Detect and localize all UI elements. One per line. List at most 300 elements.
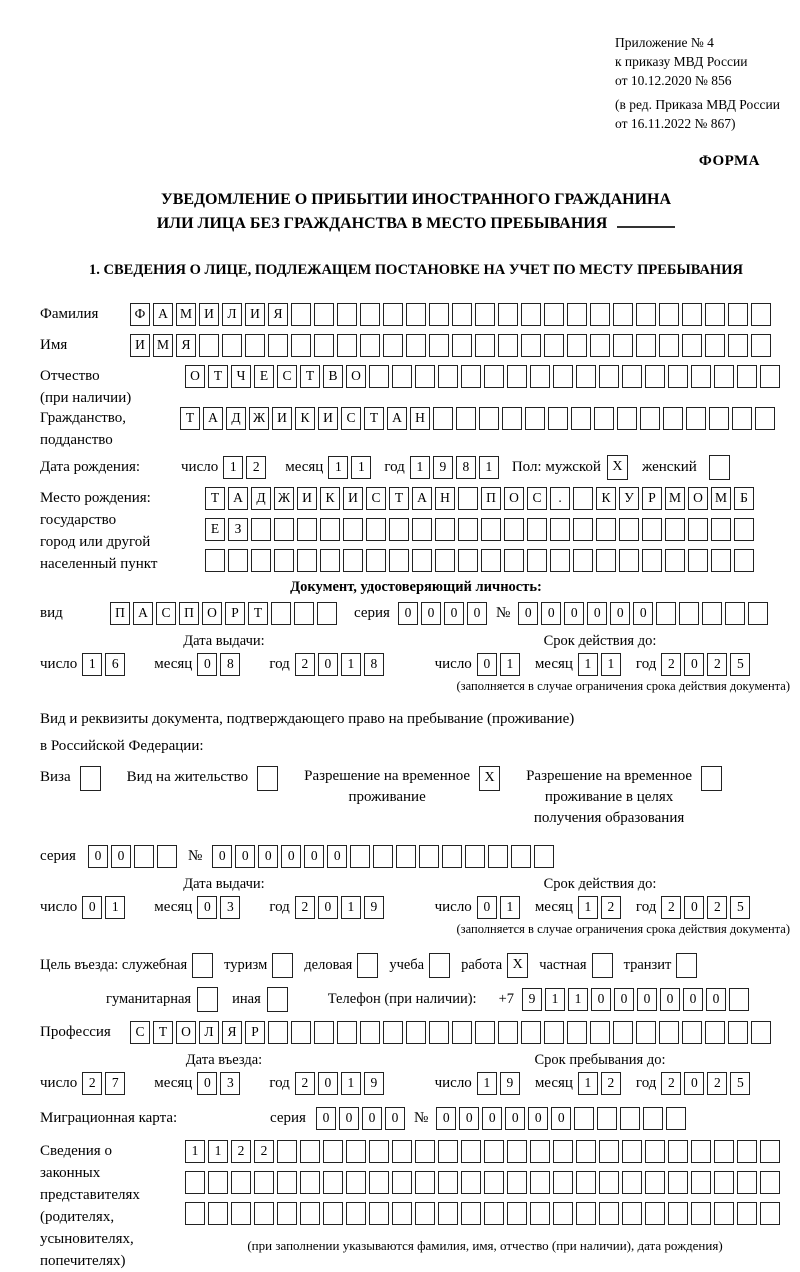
char-cell[interactable]: П [179,602,199,625]
char-cell[interactable] [597,1107,617,1130]
purpose-work-checkbox[interactable]: X [507,953,528,978]
char-cell[interactable]: 0 [660,988,680,1011]
char-cell[interactable] [576,1202,596,1225]
char-cell[interactable] [392,1171,412,1194]
char-cell[interactable]: 1 [477,1072,497,1095]
char-cell[interactable] [751,303,771,326]
char-cell[interactable] [760,365,780,388]
char-cell[interactable] [392,365,412,388]
char-cell[interactable]: 1 [341,1072,361,1095]
char-cell[interactable] [590,334,610,357]
purpose-official-checkbox[interactable] [192,953,213,978]
char-cell[interactable] [645,1171,665,1194]
char-cell[interactable] [544,334,564,357]
char-cell[interactable] [622,1140,642,1163]
char-cell[interactable]: 1 [185,1140,205,1163]
char-cell[interactable] [711,549,731,572]
char-cell[interactable] [369,1202,389,1225]
char-cell[interactable] [682,334,702,357]
char-cell[interactable] [438,1140,458,1163]
char-cell[interactable] [383,334,403,357]
char-cell[interactable] [714,1171,734,1194]
char-cell[interactable] [622,1171,642,1194]
char-cell[interactable] [714,365,734,388]
char-cell[interactable] [458,549,478,572]
char-cell[interactable] [550,518,570,541]
char-cell[interactable] [668,365,688,388]
char-cell[interactable] [705,303,725,326]
char-cell[interactable]: 0 [482,1107,502,1130]
char-cell[interactable]: Я [176,334,196,357]
char-cell[interactable]: . [550,487,570,510]
char-cell[interactable] [373,845,393,868]
char-cell[interactable]: 0 [318,653,338,676]
char-cell[interactable] [392,1202,412,1225]
char-cell[interactable] [663,407,683,430]
char-cell[interactable] [484,1140,504,1163]
char-cell[interactable] [412,518,432,541]
char-cell[interactable]: 1 [578,653,598,676]
char-cell[interactable] [392,1140,412,1163]
char-cell[interactable] [389,549,409,572]
purpose-transit-checkbox[interactable] [676,953,697,978]
char-cell[interactable] [668,1140,688,1163]
char-cell[interactable] [705,334,725,357]
char-cell[interactable] [682,1021,702,1044]
char-cell[interactable] [245,334,265,357]
char-cell[interactable] [406,1021,426,1044]
char-cell[interactable]: Р [245,1021,265,1044]
char-cell[interactable] [419,845,439,868]
char-cell[interactable] [521,334,541,357]
char-cell[interactable] [350,845,370,868]
char-cell[interactable]: 1 [223,456,243,479]
char-cell[interactable] [343,549,363,572]
char-cell[interactable]: 2 [707,896,727,919]
char-cell[interactable] [665,518,685,541]
char-cell[interactable] [679,602,699,625]
char-cell[interactable]: М [665,487,685,510]
residence-permit-checkbox[interactable] [257,766,278,791]
char-cell[interactable]: 6 [105,653,125,676]
char-cell[interactable] [732,407,752,430]
char-cell[interactable] [461,1140,481,1163]
char-cell[interactable] [576,1171,596,1194]
char-cell[interactable] [208,1171,228,1194]
char-cell[interactable] [636,1021,656,1044]
char-cell[interactable] [458,518,478,541]
char-cell[interactable] [498,1021,518,1044]
char-cell[interactable] [751,334,771,357]
char-cell[interactable] [530,365,550,388]
char-cell[interactable] [760,1140,780,1163]
char-cell[interactable]: 2 [601,896,621,919]
char-cell[interactable] [475,303,495,326]
char-cell[interactable]: Т [208,365,228,388]
char-cell[interactable]: 0 [385,1107,405,1130]
purpose-business-checkbox[interactable] [357,953,378,978]
char-cell[interactable] [666,1107,686,1130]
char-cell[interactable] [346,1171,366,1194]
char-cell[interactable]: 2 [707,653,727,676]
char-cell[interactable] [525,407,545,430]
char-cell[interactable]: 0 [444,602,464,625]
char-cell[interactable]: 0 [316,1107,336,1130]
char-cell[interactable]: Т [300,365,320,388]
char-cell[interactable]: Я [222,1021,242,1044]
char-cell[interactable] [642,549,662,572]
char-cell[interactable]: 0 [362,1107,382,1130]
char-cell[interactable] [725,602,745,625]
char-cell[interactable] [461,365,481,388]
char-cell[interactable] [337,334,357,357]
char-cell[interactable] [300,1202,320,1225]
char-cell[interactable] [645,365,665,388]
char-cell[interactable] [488,845,508,868]
char-cell[interactable] [640,407,660,430]
char-cell[interactable]: 9 [500,1072,520,1095]
char-cell[interactable] [504,518,524,541]
char-cell[interactable] [668,1171,688,1194]
char-cell[interactable]: 1 [341,653,361,676]
char-cell[interactable] [323,1171,343,1194]
char-cell[interactable] [297,549,317,572]
char-cell[interactable] [396,845,416,868]
char-cell[interactable]: 1 [601,653,621,676]
char-cell[interactable]: М [711,487,731,510]
char-cell[interactable] [599,1140,619,1163]
char-cell[interactable] [688,518,708,541]
visa-checkbox[interactable] [80,766,101,791]
char-cell[interactable]: 8 [364,653,384,676]
char-cell[interactable] [504,549,524,572]
char-cell[interactable]: Ж [249,407,269,430]
char-cell[interactable] [527,549,547,572]
char-cell[interactable]: А [203,407,223,430]
char-cell[interactable]: 0 [614,988,634,1011]
purpose-humanitarian-checkbox[interactable] [197,987,218,1012]
char-cell[interactable] [596,549,616,572]
char-cell[interactable] [643,1107,663,1130]
char-cell[interactable]: 0 [304,845,324,868]
char-cell[interactable] [337,303,357,326]
char-cell[interactable]: 0 [587,602,607,625]
char-cell[interactable] [576,365,596,388]
char-cell[interactable] [435,549,455,572]
char-cell[interactable]: 0 [212,845,232,868]
char-cell[interactable] [737,1171,757,1194]
char-cell[interactable]: Д [226,407,246,430]
char-cell[interactable]: Ч [231,365,251,388]
char-cell[interactable]: Н [435,487,455,510]
char-cell[interactable] [291,334,311,357]
char-cell[interactable]: Е [205,518,225,541]
char-cell[interactable] [714,1140,734,1163]
char-cell[interactable] [599,1202,619,1225]
char-cell[interactable] [406,334,426,357]
char-cell[interactable]: И [130,334,150,357]
char-cell[interactable]: И [272,407,292,430]
char-cell[interactable] [709,407,729,430]
char-cell[interactable] [268,1021,288,1044]
char-cell[interactable] [415,1140,435,1163]
char-cell[interactable] [702,602,722,625]
char-cell[interactable]: С [277,365,297,388]
char-cell[interactable] [475,334,495,357]
char-cell[interactable]: 0 [197,653,217,676]
char-cell[interactable] [383,1021,403,1044]
char-cell[interactable] [613,334,633,357]
char-cell[interactable] [567,334,587,357]
char-cell[interactable] [479,407,499,430]
char-cell[interactable] [507,1140,527,1163]
char-cell[interactable] [366,518,386,541]
char-cell[interactable]: Т [248,602,268,625]
char-cell[interactable]: 2 [295,896,315,919]
char-cell[interactable]: 9 [364,896,384,919]
char-cell[interactable] [686,407,706,430]
char-cell[interactable]: 2 [295,653,315,676]
char-cell[interactable] [665,549,685,572]
char-cell[interactable] [251,518,271,541]
char-cell[interactable] [277,1202,297,1225]
char-cell[interactable] [415,1202,435,1225]
char-cell[interactable]: 3 [220,896,240,919]
char-cell[interactable]: 0 [197,1072,217,1095]
char-cell[interactable]: 0 [684,1072,704,1095]
char-cell[interactable] [596,518,616,541]
char-cell[interactable] [573,518,593,541]
char-cell[interactable]: 8 [220,653,240,676]
char-cell[interactable] [594,407,614,430]
char-cell[interactable] [412,549,432,572]
char-cell[interactable]: Б [734,487,754,510]
char-cell[interactable] [691,365,711,388]
char-cell[interactable] [728,303,748,326]
char-cell[interactable] [314,303,334,326]
char-cell[interactable]: 9 [364,1072,384,1095]
char-cell[interactable]: 2 [661,653,681,676]
char-cell[interactable]: Ж [274,487,294,510]
purpose-tourism-checkbox[interactable] [272,953,293,978]
char-cell[interactable]: 0 [633,602,653,625]
char-cell[interactable]: 1 [208,1140,228,1163]
char-cell[interactable] [277,1171,297,1194]
char-cell[interactable] [369,365,389,388]
char-cell[interactable] [157,845,177,868]
char-cell[interactable]: 2 [231,1140,251,1163]
char-cell[interactable]: 1 [479,456,499,479]
char-cell[interactable] [222,334,242,357]
char-cell[interactable]: С [130,1021,150,1044]
char-cell[interactable]: 1 [500,896,520,919]
char-cell[interactable] [300,1140,320,1163]
char-cell[interactable]: 5 [730,896,750,919]
char-cell[interactable] [619,518,639,541]
char-cell[interactable]: И [297,487,317,510]
char-cell[interactable] [548,407,568,430]
char-cell[interactable]: Т [364,407,384,430]
char-cell[interactable]: К [596,487,616,510]
char-cell[interactable] [636,303,656,326]
char-cell[interactable]: 9 [522,988,542,1011]
char-cell[interactable]: 0 [610,602,630,625]
char-cell[interactable] [369,1171,389,1194]
char-cell[interactable] [185,1171,205,1194]
char-cell[interactable] [553,1171,573,1194]
char-cell[interactable] [199,334,219,357]
char-cell[interactable] [415,1171,435,1194]
char-cell[interactable]: 1 [105,896,125,919]
char-cell[interactable]: Р [642,487,662,510]
char-cell[interactable]: О [504,487,524,510]
char-cell[interactable] [484,1202,504,1225]
char-cell[interactable]: З [228,518,248,541]
char-cell[interactable] [688,549,708,572]
char-cell[interactable] [544,303,564,326]
char-cell[interactable]: 0 [637,988,657,1011]
char-cell[interactable]: 0 [197,896,217,919]
char-cell[interactable] [438,365,458,388]
char-cell[interactable] [320,518,340,541]
char-cell[interactable]: 2 [707,1072,727,1095]
char-cell[interactable]: 1 [578,1072,598,1095]
char-cell[interactable] [484,1171,504,1194]
sex-female-checkbox[interactable] [709,455,730,480]
char-cell[interactable]: С [366,487,386,510]
char-cell[interactable]: 2 [295,1072,315,1095]
char-cell[interactable] [734,549,754,572]
char-cell[interactable] [507,1202,527,1225]
char-cell[interactable] [465,845,485,868]
char-cell[interactable] [231,1171,251,1194]
char-cell[interactable] [383,303,403,326]
char-cell[interactable]: О [185,365,205,388]
char-cell[interactable] [659,334,679,357]
char-cell[interactable] [590,1021,610,1044]
char-cell[interactable]: Н [410,407,430,430]
char-cell[interactable] [645,1140,665,1163]
char-cell[interactable] [737,365,757,388]
char-cell[interactable] [456,407,476,430]
char-cell[interactable] [622,1202,642,1225]
char-cell[interactable]: 2 [601,1072,621,1095]
char-cell[interactable] [452,1021,472,1044]
char-cell[interactable] [435,518,455,541]
char-cell[interactable]: 1 [82,653,102,676]
char-cell[interactable]: Я [268,303,288,326]
char-cell[interactable]: Т [153,1021,173,1044]
char-cell[interactable]: О [202,602,222,625]
char-cell[interactable] [659,1021,679,1044]
char-cell[interactable]: Т [389,487,409,510]
char-cell[interactable]: 0 [327,845,347,868]
char-cell[interactable] [507,1171,527,1194]
char-cell[interactable] [511,845,531,868]
purpose-study-checkbox[interactable] [429,953,450,978]
char-cell[interactable] [760,1171,780,1194]
char-cell[interactable] [668,1202,688,1225]
char-cell[interactable] [728,334,748,357]
purpose-private-checkbox[interactable] [592,953,613,978]
char-cell[interactable]: У [619,487,639,510]
char-cell[interactable]: 2 [82,1072,102,1095]
char-cell[interactable] [452,334,472,357]
char-cell[interactable] [320,549,340,572]
char-cell[interactable]: 2 [254,1140,274,1163]
char-cell[interactable]: 2 [661,1072,681,1095]
char-cell[interactable] [656,602,676,625]
char-cell[interactable] [553,365,573,388]
char-cell[interactable]: М [153,334,173,357]
char-cell[interactable] [291,1021,311,1044]
char-cell[interactable] [617,407,637,430]
char-cell[interactable] [337,1021,357,1044]
char-cell[interactable] [645,1202,665,1225]
char-cell[interactable] [369,1140,389,1163]
char-cell[interactable]: 0 [706,988,726,1011]
char-cell[interactable]: Р [225,602,245,625]
char-cell[interactable]: 0 [339,1107,359,1130]
char-cell[interactable] [484,365,504,388]
char-cell[interactable] [498,334,518,357]
char-cell[interactable]: 0 [436,1107,456,1130]
char-cell[interactable] [620,1107,640,1130]
char-cell[interactable] [343,518,363,541]
char-cell[interactable] [360,334,380,357]
char-cell[interactable] [366,549,386,572]
char-cell[interactable]: Е [254,365,274,388]
char-cell[interactable] [534,845,554,868]
char-cell[interactable] [429,334,449,357]
char-cell[interactable] [530,1202,550,1225]
char-cell[interactable]: Т [180,407,200,430]
char-cell[interactable] [659,303,679,326]
char-cell[interactable] [297,518,317,541]
char-cell[interactable]: И [318,407,338,430]
char-cell[interactable]: В [323,365,343,388]
char-cell[interactable]: 3 [220,1072,240,1095]
char-cell[interactable]: 7 [105,1072,125,1095]
char-cell[interactable]: 0 [459,1107,479,1130]
char-cell[interactable] [452,303,472,326]
char-cell[interactable]: О [346,365,366,388]
char-cell[interactable] [748,602,768,625]
char-cell[interactable]: И [199,303,219,326]
char-cell[interactable]: П [110,602,130,625]
char-cell[interactable]: 1 [341,896,361,919]
char-cell[interactable]: М [176,303,196,326]
char-cell[interactable] [576,1140,596,1163]
char-cell[interactable] [271,602,291,625]
char-cell[interactable] [574,1107,594,1130]
char-cell[interactable] [755,407,775,430]
char-cell[interactable] [481,549,501,572]
char-cell[interactable]: Л [222,303,242,326]
char-cell[interactable]: 1 [568,988,588,1011]
char-cell[interactable] [274,549,294,572]
char-cell[interactable]: Т [205,487,225,510]
char-cell[interactable]: 2 [246,456,266,479]
char-cell[interactable] [567,1021,587,1044]
char-cell[interactable] [475,1021,495,1044]
char-cell[interactable] [277,1140,297,1163]
char-cell[interactable]: 8 [456,456,476,479]
temp-residence-checkbox[interactable]: X [479,766,500,791]
char-cell[interactable]: 0 [111,845,131,868]
char-cell[interactable]: Д [251,487,271,510]
char-cell[interactable]: 0 [477,896,497,919]
